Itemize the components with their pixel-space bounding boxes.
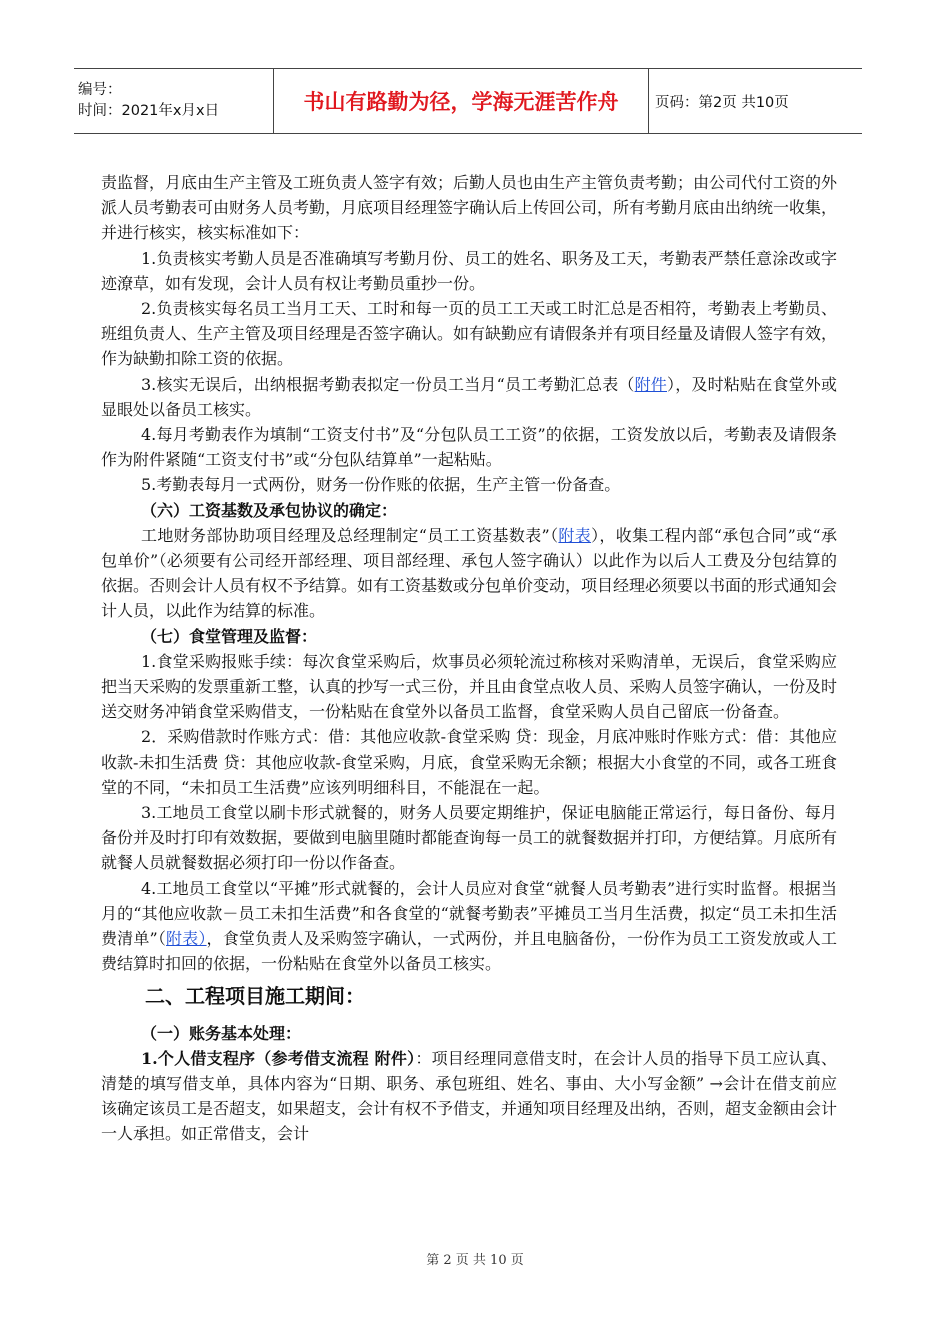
paragraph: 2．采购借款时作账方式：借：其他应收款-食堂采购 贷：现金，月底冲账时作账方式：借：其他应收款-未扣生活费 贷：其他应收款-食堂采购，月底，食堂采购无余额；根据大小食堂的不同，或各工班食堂的不同，“未扣员工生活费”应该列明细科目，不能混在一起。	[101, 727, 837, 797]
paragraph	[101, 372, 837, 422]
document-date: 时间：2021年x月x日	[78, 103, 220, 119]
paragraph: 1.食堂采购报账手续：每次食堂采购后，炊事员必须轮流过称核对采购清单，无误后，食堂采购应把当天采购的发票重新工整，认真的抄写一式三份，并且由食堂点收人员、采购人员签字确认，一份及时送交财务冲销食堂采购借支，一份粘贴在食堂外以备员工监督，食堂采购人员自己留底一份备查。	[101, 651, 838, 722]
attachment-link[interactable]: 附表	[558, 525, 592, 545]
page-header	[74, 68, 862, 134]
text: 工地财务部协助项目经理及总经理制定“员工工资基数表”（	[141, 525, 559, 545]
section-heading: （七）食堂管理及监督：	[141, 626, 318, 646]
chapter-heading: 二、工程项目施工期间：	[145, 983, 365, 1008]
paragraph: 4.每月考勤表作为填制“工资支付书”及“分包队员工工资”的依据，工资发放以后，考勤表及请假条作为附件紧随“工资支付书”或“分包队结算单”一起粘贴。	[101, 425, 837, 470]
section-heading: （六）工资基数及承包协议的确定：	[141, 500, 398, 520]
attachment-link[interactable]: 附表）	[166, 929, 207, 949]
paragraph: 5.考勤表每月一式两份，财务一份作账的依据，生产主管一份备查。	[141, 475, 621, 495]
text: ：项目经理同意借支时，在会计人员的指导下员工应认真、清楚的填写借支单，具体内容为“日期、职务、承包班组、姓名、事由、大小写金额” →会计在借支前应该确定该员工是否超支，如果超支，会计有权不予借支，并通知项目经理及出纳，否则，超支金额由会计一人承担。如正常借支，会计	[101, 1048, 838, 1144]
header-motto: 书山有路勤为径，学海无涯苦作舟	[273, 69, 649, 133]
document-number-label: 编号：	[78, 82, 122, 98]
text: 4.工地员工食堂以“平摊”形式就餐的，会计人员应对食堂“就餐人员考勤表”进行实时监督。根据当月的“其他应收款－员工未扣生活费”和各食堂的“就餐考勤表”平摊员工当月生活费，拟定“员工未扣生活费清单”（	[101, 878, 837, 949]
paragraph: 3.工地员工食堂以刷卡形式就餐的，财务人员要定期维护，保证电脑能正常运行，每日备份、每月备份并及时打印有效数据，要做到电脑里随时都能查询每一员工的就餐数据并打印，方便结算。月底所有就餐人员就餐数据必须打印一份以作备查。	[101, 803, 838, 873]
attachment-link[interactable]: 附件	[634, 374, 667, 394]
paragraph	[101, 1046, 837, 1147]
text: ），及时粘贴在食堂外或显眼处以备员工核实。	[101, 374, 837, 419]
section-heading: （一）账务基本处理：	[141, 1023, 302, 1043]
text: ），收集工程内部“承包合同”或“承包单价”（必须要有公司经开部经理、项目部经理、承包人签字确认）以此作为以后人工费及分包结算的依据。否则会计人员有权不予结算。如有工资基数或分包单价变动，项目经理必须要以书面的形式通知会计人员，以此作为结算的标准。	[101, 525, 838, 621]
header-page-info: 页码：第2页 共10页	[655, 94, 789, 111]
paragraph	[101, 876, 837, 977]
paragraph: 责监督，月底由生产主管及工班负责人签字有效；后勤人员也由生产主管负责考勤；由公司代付工资的外派人员考勤表可由财务人员考勤，月底项目经理签字确认后上传回公司，所有考勤月底由出纳统一收集，并进行核实，核实标准如下：	[101, 173, 838, 243]
paragraph: 1.负责核实考勤人员是否准确填写考勤月份、员工的姓名、职务及工天，考勤表严禁任意涂改或字迹潦草，如有发现，会计人员有权让考勤员重抄一份。	[101, 248, 837, 293]
paragraph	[101, 523, 837, 624]
header-meta	[74, 69, 273, 133]
document-body	[101, 170, 837, 1147]
bold-lead: 1.个人借支程序（参考借支流程 附件）	[141, 1048, 416, 1068]
text: 3.核实无误后，出纳根据考勤表拟定一份员工当月“员工考勤汇总表（	[141, 374, 635, 394]
page-footer: 第 2 页 共 10 页	[426, 1253, 524, 1268]
text: ，食堂负责人及采购签字确认，一式两份，并且电脑备份，一份作为员工工资发放或人工费结算时扣回的依据，一份粘贴在食堂外以备员工核实。	[101, 929, 837, 974]
paragraph: 2.负责核实每名员工当月工天、工时和每一页的员工工天或工时汇总是否相符，考勤表上考勤员、班组负责人、生产主管及项目经理是否签字确认。如有缺勤应有请假条并有项目经量及请假人签字有效，作为缺勤扣除工资的依据。	[101, 299, 838, 369]
